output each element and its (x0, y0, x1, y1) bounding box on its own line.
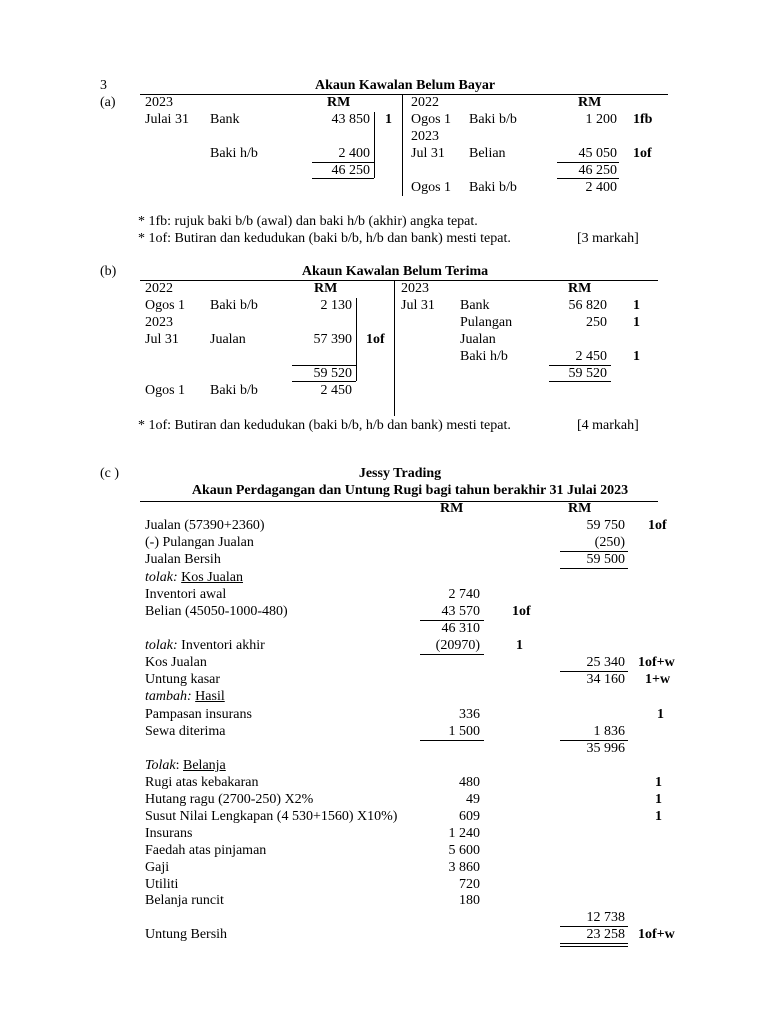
part-a-label: (a) (100, 95, 116, 110)
part-a-title: Akaun Kawalan Belum Bayar (314, 78, 496, 93)
marks-b: [4 markah] (577, 418, 639, 433)
marks-a: [3 markah] (577, 231, 639, 246)
part-c-label: (c ) (100, 466, 120, 481)
note-1fb: * 1fb: rujuk baki b/b (awal) dan baki h/b (akhir) angka tepat. (138, 214, 478, 229)
part-b-label: (b) (100, 264, 117, 279)
question-number: 3 (100, 78, 107, 93)
part-b-title: Akaun Kawalan Belum Terima (301, 264, 489, 279)
statement-title: Akaun Perdagangan dan Untung Rugi bagi tahun berakhir 31 Julai 2023 (191, 483, 629, 498)
company-name: Jessy Trading (358, 466, 442, 481)
note-1of: * 1of: Butiran dan kedudukan (baki b/b, h/b dan bank) mesti tepat. (138, 231, 511, 246)
note-b: * 1of: Butiran dan kedudukan (baki b/b, h/b dan bank) mesti tepat. (138, 418, 511, 433)
